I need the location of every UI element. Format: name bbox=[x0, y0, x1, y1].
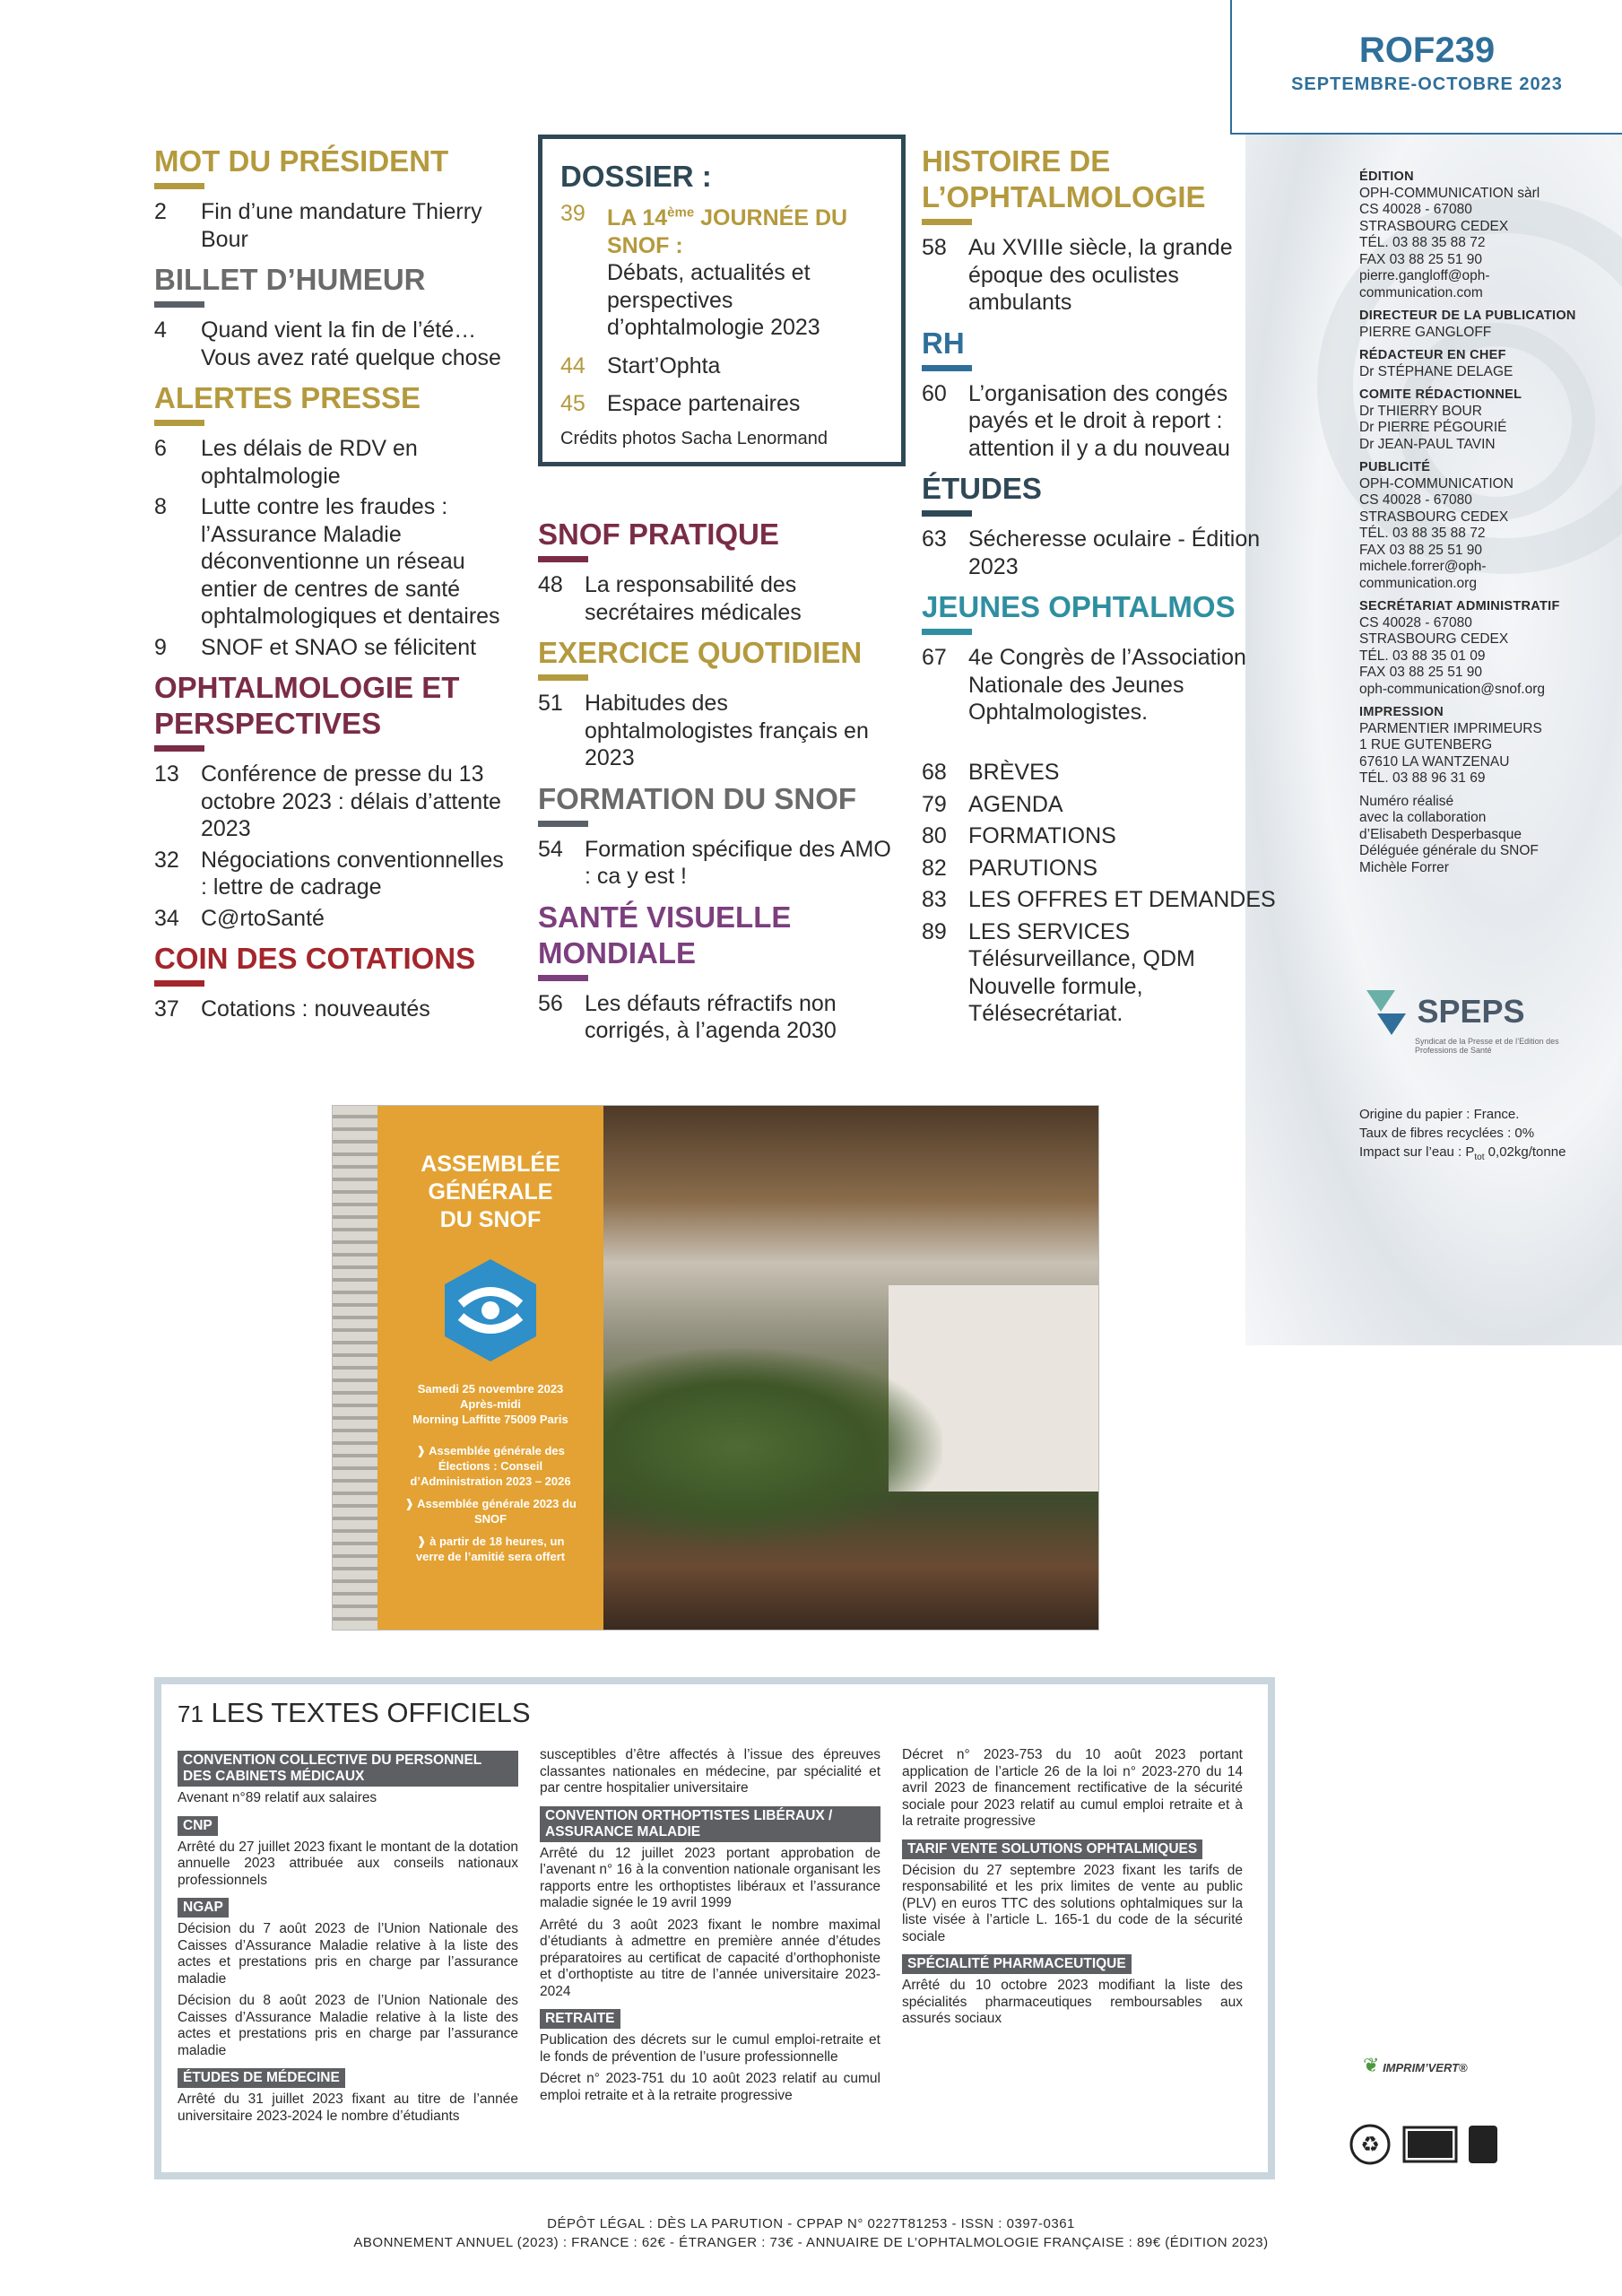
section-rule bbox=[922, 219, 972, 225]
section-rule bbox=[154, 301, 204, 308]
section-heading: EXERCICE QUOTIDIEN bbox=[538, 636, 863, 669]
page-number: 60 bbox=[922, 380, 947, 406]
toc-section bbox=[154, 380, 513, 661]
imprint-group bbox=[1359, 347, 1601, 380]
section-rule bbox=[154, 420, 204, 426]
official-texts-box bbox=[154, 1677, 1275, 2179]
imprint-group bbox=[1359, 308, 1601, 341]
category-label: CNP bbox=[178, 1816, 218, 1836]
toc-item[interactable] bbox=[922, 644, 1280, 726]
category-label: NGAP bbox=[178, 1898, 229, 1918]
imprint-line: michele.forrer@oph-communication.org bbox=[1359, 559, 1487, 591]
toc-item[interactable] bbox=[538, 690, 897, 772]
dossier-item-text: Débats, actualités et perspectives d’ophtalmologie 2023 bbox=[607, 260, 820, 341]
official-text-entry: Arrêté du 27 juillet 2023 fixant le montant de la dotation annuelle 2023 attribuée aux conseils nationaux professionnels bbox=[178, 1839, 518, 1888]
section-rule bbox=[538, 556, 588, 562]
toc-item[interactable] bbox=[154, 996, 513, 1023]
paper-line-end: 0,02kg/tonne bbox=[1484, 1144, 1566, 1160]
toc-item[interactable] bbox=[154, 493, 513, 631]
dossier-item-title-end: JOURNÉE DU SNOF : bbox=[607, 205, 848, 258]
page-number: 4 bbox=[154, 317, 167, 343]
section-rule bbox=[538, 821, 588, 827]
poster-date: Samedi 25 novembre 2023 bbox=[417, 1382, 564, 1396]
official-text-entry: Arrêté du 31 juillet 2023 fixant au titre de l’année universitaire 2023-2024 le nombre d’étudiants bbox=[178, 2092, 518, 2124]
svg-text:♻: ♻ bbox=[1360, 2133, 1380, 2157]
toc-section bbox=[154, 144, 513, 253]
imprim-vert-logo bbox=[1363, 2054, 1468, 2077]
item-text-wrap bbox=[968, 918, 1280, 1028]
imprint-line: CS 40028 - 67080 bbox=[1359, 614, 1472, 631]
section-title: LES TEXTES OFFICIELS bbox=[211, 1697, 531, 1728]
page-number: 79 bbox=[922, 791, 947, 817]
imprint-label: SECRÉTARIAT ADMINISTRATIF bbox=[1359, 599, 1560, 613]
toc-item[interactable] bbox=[154, 634, 513, 662]
toc-section bbox=[922, 589, 1280, 726]
imprint-line: Dr JEAN-PAUL TAVIN bbox=[1359, 436, 1496, 452]
toc-item[interactable] bbox=[154, 905, 513, 933]
imprint-line: Michèle Forrer bbox=[1359, 859, 1449, 875]
imprint-label: COMITE RÉDACTIONNEL bbox=[1359, 387, 1522, 402]
item-text: C@rtoSanté bbox=[201, 905, 325, 931]
imprint-group bbox=[1359, 387, 1601, 453]
paper-line: Taux de fibres recyclées : 0% bbox=[1359, 1126, 1535, 1141]
poster-bullet: ❱ Assemblée générale 2023 du SNOF bbox=[404, 1497, 577, 1526]
page-number: 45 bbox=[560, 391, 585, 417]
category-label: CONVENTION ORTHOPTISTES LIBÉRAUX / ASSURANCE MALADIE bbox=[540, 1806, 880, 1842]
superscript: ème bbox=[667, 205, 695, 221]
page-number: 67 bbox=[922, 645, 947, 670]
official-texts-col-1 bbox=[178, 1747, 518, 2130]
page-number: 8 bbox=[154, 494, 167, 519]
item-text-wrap bbox=[968, 822, 1116, 850]
subscript: tot bbox=[1474, 1152, 1485, 1162]
item-text: Start’Ophta bbox=[607, 352, 721, 378]
page-number: 63 bbox=[922, 526, 947, 552]
item-text: Quand vient la fin de l’été… Vous avez raté quelque chose bbox=[201, 317, 501, 370]
category-label: TARIF VENTE SOLUTIONS OPHTALMIQUES bbox=[902, 1839, 1202, 1859]
section-heading: RH bbox=[922, 326, 965, 360]
page-number: 13 bbox=[154, 761, 179, 787]
section-rule bbox=[922, 365, 972, 371]
section-rule bbox=[922, 629, 972, 635]
toc-item[interactable] bbox=[538, 836, 897, 891]
section-heading: ÉTUDES bbox=[922, 472, 1042, 505]
imprint-line: STRASBOURG CEDEX bbox=[1359, 631, 1509, 647]
section-heading: JEUNES OPHTALMOS bbox=[922, 590, 1236, 623]
poster-title: ASSEMBLÉE GÉNÉRALE DU SNOF bbox=[421, 1152, 560, 1232]
imprint-line: OPH-COMMUNICATION sàrl bbox=[1359, 185, 1540, 201]
page-number: 71 bbox=[178, 1700, 204, 1727]
item-text: Espace partenaires bbox=[607, 391, 801, 417]
official-text-entry: Décret n° 2023-753 du 10 août 2023 portant application de l’article 26 de la loi n° 2023-270 du 14 avril 2023 de financement rectificative de la sécurité sociale pour 2023 relatif au cumul emploi retraite et à la retraite progressive bbox=[902, 1747, 1243, 1829]
toc-section bbox=[154, 941, 513, 1023]
item-text: Fin d’une mandature Thierry Bour bbox=[201, 199, 482, 252]
toc-item[interactable] bbox=[154, 317, 513, 371]
toc-item[interactable] bbox=[560, 390, 883, 418]
page-number: 32 bbox=[154, 847, 179, 873]
category-label: SPÉCIALITÉ PHARMACEUTIQUE bbox=[902, 1954, 1132, 1974]
imprint-line: PARMENTIER IMPRIMEURS bbox=[1359, 720, 1542, 736]
page-number: 34 bbox=[154, 905, 179, 931]
imprint-line: avec la collaboration bbox=[1359, 810, 1487, 825]
photo-plants bbox=[602, 1348, 942, 1545]
official-text-entry: Décret n° 2023-751 du 10 août 2023 relatif au cumul emploi retraite et à la retraite progressive bbox=[540, 2071, 880, 2103]
section-rule bbox=[154, 745, 204, 752]
section-rule bbox=[154, 980, 204, 987]
speps-logo bbox=[1359, 987, 1583, 1055]
item-text-wrap bbox=[968, 855, 1097, 883]
item-text: Cotations : nouveautés bbox=[201, 996, 430, 1022]
item-text: Formation spécifique des AMO : ca y est ! bbox=[585, 836, 891, 889]
item-text: Négociations conventionnelles : lettre de cadrage bbox=[201, 847, 504, 900]
assembly-photo-ad bbox=[332, 1105, 1099, 1631]
page-number: 37 bbox=[154, 996, 179, 1022]
item-text: La responsabilité des secrétaires médicales bbox=[585, 572, 802, 625]
section-rule bbox=[154, 183, 204, 189]
imprint-group bbox=[1359, 794, 1601, 877]
page-number: 39 bbox=[560, 201, 585, 226]
page-number: 2 bbox=[154, 199, 167, 224]
section-heading: COIN DES COTATIONS bbox=[154, 942, 476, 975]
item-text-wrap bbox=[968, 759, 1059, 787]
page-number: 68 bbox=[922, 760, 947, 785]
toc-item[interactable] bbox=[154, 847, 513, 901]
assembly-poster bbox=[377, 1106, 603, 1631]
page-number: 82 bbox=[922, 855, 947, 881]
toc-section bbox=[154, 262, 513, 371]
category-label: RETRAITE bbox=[540, 2009, 620, 2029]
imprint-label: DIRECTEUR DE LA PUBLICATION bbox=[1359, 309, 1576, 323]
poster-time: Après-midi bbox=[460, 1397, 521, 1411]
section-heading: SANTÉ VISUELLE MONDIALE bbox=[538, 900, 792, 970]
toc-column-3 bbox=[922, 144, 1280, 735]
toc-item[interactable] bbox=[922, 886, 1280, 914]
imprint-line: Déléguée générale du SNOF bbox=[1359, 843, 1539, 858]
legal-footer: DÉPÔT LÉGAL : DÈS LA PARUTION - CPPAP N° 0227T81253 - ISSN : 0397-0361 bbox=[547, 2216, 1075, 2231]
toc-item[interactable] bbox=[922, 791, 1280, 819]
imprint-line: Dr STÉPHANE DELAGE bbox=[1359, 363, 1514, 379]
subscription-footer: ABONNEMENT ANNUEL (2023) : FRANCE : 62€ - ÉTRANGER : 73€ - ANNUAIRE DE L’OPHTALMOLOGIE FRANÇAISE : 89€ (ÉDITION 2023) bbox=[353, 2235, 1269, 2250]
item-text-wrap bbox=[968, 791, 1063, 819]
imprint-line: 1 RUE GUTENBERG bbox=[1359, 737, 1493, 752]
poster-place: Morning Laffitte 75009 Paris bbox=[412, 1413, 568, 1426]
imprint-label: ÉDITION bbox=[1359, 170, 1414, 184]
imprint-line: oph-communication@snof.org bbox=[1359, 681, 1546, 697]
photo-stairs bbox=[333, 1106, 377, 1631]
toc-section bbox=[538, 517, 897, 626]
section-heading: OPHTALMOLOGIE ET PERSPECTIVES bbox=[154, 671, 460, 740]
item-text: BRÈVES bbox=[968, 760, 1060, 785]
dossier-item-title: LA 14 bbox=[607, 205, 668, 231]
recycling-icons bbox=[1349, 2122, 1510, 2167]
toc-item[interactable] bbox=[922, 759, 1280, 787]
page-number: 89 bbox=[922, 918, 947, 944]
imprint-line: d’Elisabeth Desperbasque bbox=[1359, 826, 1522, 842]
item-text: PARUTIONS bbox=[968, 855, 1097, 881]
toc-column-3-short bbox=[922, 759, 1280, 1032]
toc-section bbox=[922, 144, 1280, 317]
item-text: L’organisation des congés payés et le droit à report : attention il y a du nouveau bbox=[968, 380, 1230, 461]
item-text: 4e Congrès de l’Association Nationale des Jeunes Ophtalmologistes. bbox=[968, 645, 1246, 725]
imprint-group bbox=[1359, 459, 1601, 592]
snof-logo-icon bbox=[441, 1257, 540, 1363]
toc-column-2 bbox=[538, 517, 897, 1054]
imprint-line: TÉL. 03 88 35 01 09 bbox=[1359, 648, 1486, 664]
imprint-group bbox=[1359, 598, 1601, 698]
item-text: Lutte contre les fraudes : l’Assurance Maladie déconventionne un réseau entier de centres de santé ophtalmologiques et dentaires bbox=[201, 494, 500, 629]
toc-item[interactable] bbox=[538, 571, 897, 626]
imprint-line: STRASBOURG CEDEX bbox=[1359, 218, 1509, 234]
imprim-vert-label: IMPRIM’VERT® bbox=[1383, 2061, 1468, 2074]
category-label: CONVENTION COLLECTIVE DU PERSONNEL DES CABINETS MÉDICAUX bbox=[178, 1751, 518, 1787]
issue-header bbox=[1230, 0, 1622, 135]
paper-line: Origine du papier : France. bbox=[1359, 1107, 1520, 1122]
toc-section bbox=[538, 781, 897, 891]
issue-code: ROF239 bbox=[1358, 30, 1496, 70]
official-text-entry: Décision du 27 septembre 2023 fixant les tarifs de responsabilité et les prix limites de vente au public (PLV) en euros TTC des solutions ophtalmiques sur la liste visée à l’article L. 165-1 du code de la sécurité sociale bbox=[902, 1862, 1243, 1944]
imprint-line: CS 40028 - 67080 bbox=[1359, 202, 1472, 217]
imprint-line: CS 40028 - 67080 bbox=[1359, 492, 1472, 508]
poster-bullet: ❱ à partir de 18 heures, un verre de l’amitié sera offert bbox=[415, 1535, 566, 1563]
toc-item[interactable] bbox=[922, 855, 1280, 883]
dossier-title: DOSSIER : bbox=[560, 160, 712, 193]
item-text: LES OFFRES ET DEMANDES bbox=[968, 887, 1276, 912]
section-rule bbox=[538, 975, 588, 981]
toc-column-1 bbox=[154, 144, 513, 1032]
toc-item[interactable] bbox=[154, 435, 513, 490]
category-label: ÉTUDES DE MÉDECINE bbox=[178, 2068, 345, 2088]
official-text-entry: Décision du 7 août 2023 de l’Union Nationale des Caisses d’Assurance Maladie relative à la liste des actes et prestations pris en charge par l’assurance maladie bbox=[178, 1921, 518, 1987]
item-text: Conférence de presse du 13 octobre 2023 : délais d’attente 2023 bbox=[201, 761, 501, 841]
imprint-line: FAX 03 88 25 51 90 bbox=[1359, 251, 1483, 267]
toc-item[interactable] bbox=[922, 526, 1280, 580]
dossier-box bbox=[538, 135, 906, 466]
item-text-wrap bbox=[968, 886, 1276, 914]
imprint-line: pierre.gangloff@oph-communication.com bbox=[1359, 268, 1490, 300]
section-heading: BILLET D’HUMEUR bbox=[154, 263, 426, 296]
toc-item[interactable] bbox=[560, 352, 883, 380]
toc-item[interactable] bbox=[922, 380, 1280, 463]
item-text: FORMATIONS bbox=[968, 823, 1116, 848]
toc-section bbox=[922, 326, 1280, 463]
imprint-label: RÉDACTEUR EN CHEF bbox=[1359, 348, 1506, 362]
item-text: Les défauts réfractifs non corrigés, à l’agenda 2030 bbox=[585, 990, 837, 1043]
toc-section bbox=[154, 670, 513, 932]
item-text: Au XVIIIe siècle, la grande époque des oculistes ambulants bbox=[968, 235, 1233, 315]
toc-item[interactable] bbox=[154, 761, 513, 843]
page-number: 83 bbox=[922, 887, 947, 912]
section-heading: HISTOIRE DE L’OPHTALMOLOGIE bbox=[922, 144, 1206, 213]
imprint-line: PIERRE GANGLOFF bbox=[1359, 324, 1492, 340]
official-texts-title bbox=[178, 1697, 1252, 1729]
imprint-label: IMPRESSION bbox=[1359, 705, 1444, 719]
poster-bullet: ❱ Assemblée générale des Élections : Conseil d’Administration 2023 – 2026 bbox=[410, 1444, 571, 1488]
imprint-line: Dr PIERRE PÉGOURIÉ bbox=[1359, 420, 1507, 435]
page-number: 9 bbox=[154, 634, 167, 660]
toc-item[interactable] bbox=[922, 918, 1280, 1028]
leaf-icon: ❦ bbox=[1363, 2054, 1380, 2076]
page-number: 6 bbox=[154, 436, 167, 461]
official-texts-col-2 bbox=[540, 1747, 880, 2109]
section-rule bbox=[538, 674, 588, 681]
page-number: 80 bbox=[922, 823, 947, 848]
imprint-line: TÉL. 03 88 96 31 69 bbox=[1359, 770, 1486, 786]
imprint-line: Dr THIERRY BOUR bbox=[1359, 403, 1482, 419]
section-heading: SNOF PRATIQUE bbox=[538, 517, 779, 551]
imprint-line: TÉL. 03 88 35 88 72 bbox=[1359, 526, 1486, 541]
paper-line-start: Impact sur l’eau : P bbox=[1359, 1144, 1475, 1160]
photo-credits: Crédits photos Sacha Lenormand bbox=[560, 428, 828, 448]
item-text: LES SERVICES bbox=[968, 918, 1131, 944]
official-text-entry: Décision du 8 août 2023 de l’Union Nationale des Caisses d’Assurance Maladie relative à la liste des actes et prestations pris en charge par l’assurance maladie bbox=[178, 1993, 518, 2058]
imprint-line: FAX 03 88 25 51 90 bbox=[1359, 542, 1483, 558]
item-text: Les délais de RDV en ophtalmologie bbox=[201, 436, 418, 489]
official-text-entry: Arrêté du 10 octobre 2023 modifiant la liste des spécialités pharmaceutiques remboursables aux assurés sociaux bbox=[902, 1978, 1243, 2026]
page-number: 56 bbox=[538, 990, 563, 1016]
toc-item[interactable] bbox=[922, 822, 1280, 850]
page-number: 54 bbox=[538, 836, 563, 862]
speps-mark-icon bbox=[1359, 987, 1413, 1037]
toc-item[interactable] bbox=[560, 200, 883, 342]
official-text-entry: Arrêté du 3 août 2023 fixant le nombre maximal d’étudiants à admettre en première année d’études préparatoires au certificat de capacité d’orthophoniste et d’orthoptiste au titre de l’année universitaire 2023-2024 bbox=[540, 1917, 880, 1999]
imprint-line: FAX 03 88 25 51 90 bbox=[1359, 665, 1483, 680]
page-number: 48 bbox=[538, 572, 563, 597]
toc-item[interactable] bbox=[538, 990, 897, 1045]
section-heading: FORMATION DU SNOF bbox=[538, 781, 857, 815]
item-text: AGENDA bbox=[968, 791, 1063, 817]
item-text: Habitudes des ophtalmologistes français en 2023 bbox=[585, 691, 869, 770]
official-text-entry: susceptibles d’être affectés à l’issue des épreuves classantes nationales en médecine, par spécialité et par centre hospitalier universitaire bbox=[540, 1747, 880, 1796]
imprint-line: TÉL. 03 88 35 88 72 bbox=[1359, 235, 1486, 250]
imprint-group bbox=[1359, 169, 1601, 301]
imprint-line: OPH-COMMUNICATION bbox=[1359, 475, 1514, 491]
official-texts-col-3 bbox=[902, 1747, 1243, 2033]
page-number: 58 bbox=[922, 235, 947, 260]
toc-section bbox=[538, 900, 897, 1045]
official-text-entry: Avenant n°89 relatif aux salaires bbox=[178, 1790, 377, 1805]
page-number: 44 bbox=[560, 352, 585, 378]
imprint-line: Numéro réalisé bbox=[1359, 793, 1454, 809]
section-rule bbox=[922, 510, 972, 517]
section-heading: MOT DU PRÉSIDENT bbox=[154, 144, 449, 178]
item-text: SNOF et SNAO se félicitent bbox=[201, 634, 477, 660]
official-text-entry: Arrêté du 12 juillet 2023 portant approbation de l’avenant n° 16 à la convention nationale organisant les rapports entre les orthoptistes libéraux et l’assurance maladie signée le 19 avril 1999 bbox=[540, 1845, 880, 1910]
imprint-group bbox=[1359, 704, 1601, 787]
item-subtext: Télésurveillance, QDM Nouvelle formule, Télésecrétariat. bbox=[968, 946, 1195, 1026]
item-text: Sécheresse oculaire - Édition 2023 bbox=[968, 526, 1261, 579]
official-text-entry: Publication des décrets sur le cumul emploi-retraite et le fonds de prévention de l’usure professionnelle bbox=[540, 2032, 880, 2065]
toc-section bbox=[538, 635, 897, 772]
page-number: 51 bbox=[538, 691, 563, 716]
imprint-label: PUBLICITÉ bbox=[1359, 460, 1431, 474]
imprint bbox=[1359, 169, 1601, 883]
speps-subtitle: Syndicat de la Presse et de l’Edition des Professions de Santé bbox=[1415, 1037, 1559, 1055]
toc-item[interactable] bbox=[154, 198, 513, 253]
speps-name: SPEPS bbox=[1417, 993, 1525, 1030]
toc-item[interactable] bbox=[922, 234, 1280, 317]
paper-origin bbox=[1359, 1105, 1566, 1167]
paper-line bbox=[1359, 1143, 1566, 1167]
imprint-line: 67610 LA WANTZENAU bbox=[1359, 753, 1510, 770]
toc-section bbox=[922, 471, 1280, 580]
issue-date: SEPTEMBRE-OCTOBRE 2023 bbox=[1291, 74, 1563, 94]
section-heading: ALERTES PRESSE bbox=[154, 381, 421, 414]
imprint-line: STRASBOURG CEDEX bbox=[1359, 509, 1509, 525]
